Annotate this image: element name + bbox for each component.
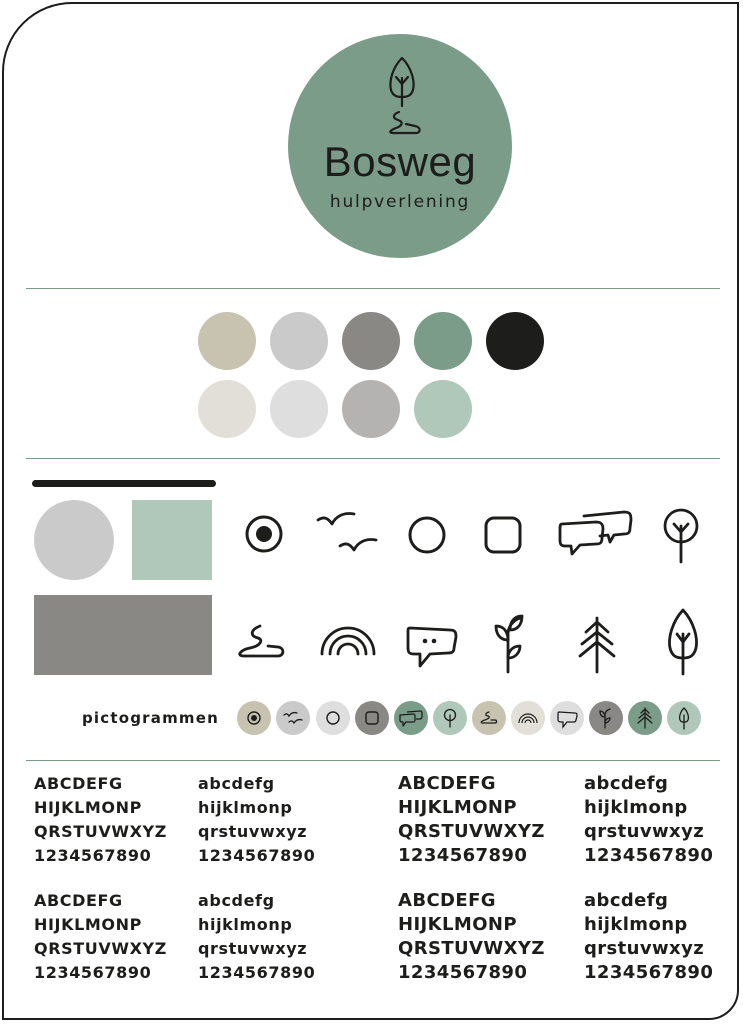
black-bar <box>32 480 216 487</box>
type-line: QRSTUVWXYZ <box>398 938 545 959</box>
type-line: HIJKLMONP <box>398 797 517 818</box>
type-line: abcdefg <box>584 890 669 911</box>
swatch-beige-light <box>198 380 256 438</box>
tree-icon <box>390 58 413 106</box>
type-line: 1234567890 <box>198 963 316 982</box>
type-line: ABCDEFG <box>34 891 123 910</box>
logo <box>288 34 512 258</box>
birds-icon <box>314 508 380 558</box>
divider-top <box>26 288 720 289</box>
type-line: HIJKLMONP <box>34 915 142 934</box>
type-line: QRSTUVWXYZ <box>34 939 167 958</box>
type-line: abcdefg <box>198 774 275 793</box>
small-birds-icon <box>276 701 310 735</box>
swatch-grey <box>342 312 400 370</box>
small-sprout-icon <box>589 701 623 735</box>
swatch-black <box>486 312 544 370</box>
speech-bubbles-icon <box>556 506 634 562</box>
type-line: abcdefg <box>198 891 275 910</box>
target-icon <box>240 510 288 558</box>
type-line: qrstuvwxyz <box>198 939 308 958</box>
type-line: ABCDEFG <box>34 774 123 793</box>
small-path-icon <box>472 701 506 735</box>
type-line: hijklmonp <box>584 797 688 818</box>
type-line: ABCDEFG <box>398 773 496 794</box>
pine-tree-icon <box>574 614 620 676</box>
type-line: HIJKLMONP <box>398 914 517 935</box>
swatch-beige <box>198 312 256 370</box>
type-sample-upper-4 <box>398 889 545 985</box>
small-chat-bubble-icon <box>550 701 584 735</box>
type-sample-lower-4 <box>584 889 713 985</box>
pictograms-label: pictogrammen <box>82 709 220 727</box>
type-line: 1234567890 <box>398 845 528 866</box>
swatch-grey-light <box>342 380 400 438</box>
type-line: hijklmonp <box>584 914 688 935</box>
type-line: 1234567890 <box>198 846 316 865</box>
small-speech-bubbles-icon <box>394 701 428 735</box>
logo-name: Bosweg <box>323 138 477 185</box>
small-round-tree-icon <box>433 701 467 735</box>
type-line: hijklmonp <box>198 915 293 934</box>
small-rainbow-icon <box>511 701 545 735</box>
swatch-light-grey <box>270 312 328 370</box>
green-square <box>132 500 212 580</box>
swatch-green-light <box>414 380 472 438</box>
small-pine-tree-icon <box>628 701 662 735</box>
type-line: ABCDEFG <box>398 890 496 911</box>
divider-bottom <box>26 760 720 761</box>
path-icon <box>234 620 290 664</box>
type-line: hijklmonp <box>198 798 293 817</box>
type-line: 1234567890 <box>34 963 152 982</box>
type-line: 1234567890 <box>584 845 714 866</box>
type-line: QRSTUVWXYZ <box>398 821 545 842</box>
type-line: QRSTUVWXYZ <box>34 822 167 841</box>
type-sample-upper-3 <box>34 889 167 985</box>
small-rounded-square-icon <box>355 701 389 735</box>
type-line: qrstuvwxyz <box>584 821 705 842</box>
logo-subtitle: hulpverlening <box>329 192 471 212</box>
path-icon <box>390 112 419 133</box>
type-sample-lower-1 <box>198 772 315 868</box>
rounded-square-icon <box>480 512 526 558</box>
type-sample-upper-1 <box>34 772 167 868</box>
small-circle-icon <box>316 701 350 735</box>
type-line: abcdefg <box>584 773 669 794</box>
round-tree-icon <box>658 504 704 566</box>
type-line: 1234567890 <box>398 962 528 983</box>
type-line: HIJKLMONP <box>34 798 142 817</box>
chat-bubble-icon <box>404 622 458 670</box>
swatch-light-grey-light <box>270 380 328 438</box>
type-line: 1234567890 <box>584 962 714 983</box>
type-sample-lower-2 <box>584 772 713 868</box>
sprout-icon <box>488 612 532 676</box>
tree-icon <box>660 606 706 678</box>
small-tree-icon <box>667 701 701 735</box>
small-target-icon <box>237 701 271 735</box>
rainbow-icon <box>318 622 378 658</box>
type-sample-lower-3 <box>198 889 315 985</box>
circle-icon <box>404 512 450 558</box>
divider-middle <box>26 458 720 459</box>
swatch-green <box>414 312 472 370</box>
type-line: qrstuvwxyz <box>198 822 308 841</box>
type-line: qrstuvwxyz <box>584 938 705 959</box>
grey-rectangle <box>34 595 212 675</box>
type-line: 1234567890 <box>34 846 152 865</box>
grey-circle <box>34 500 114 580</box>
type-sample-upper-2 <box>398 772 545 868</box>
